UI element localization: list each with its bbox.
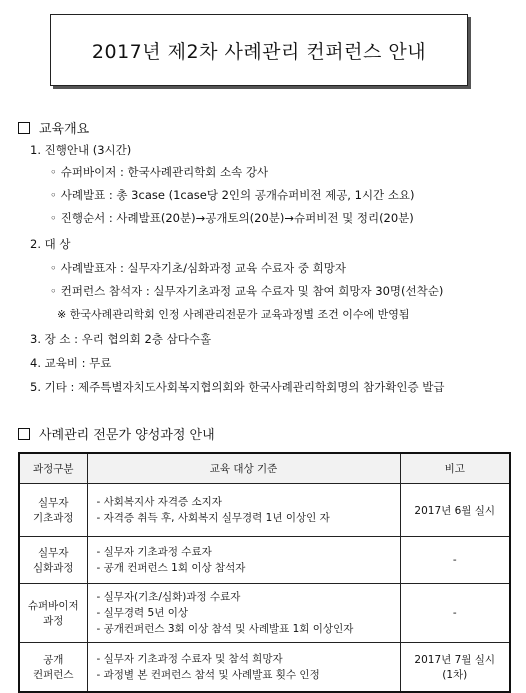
overview-subitem bbox=[50, 260, 346, 276]
page-title: 2017년 제2차 사례관리 컨퍼런스 안내 bbox=[91, 40, 427, 63]
overview-subitem bbox=[50, 187, 415, 203]
overview-item: 2. 대 상 bbox=[30, 237, 71, 251]
overview-item: 5. 기타 : 제주특별자치도사회복지협의회와 한국사례관리학회명의 참가확인증 발급 bbox=[30, 380, 445, 394]
criteria-cell bbox=[87, 537, 400, 584]
section1-heading-label: 교육개요 bbox=[39, 122, 90, 137]
criteria-line: - 실무자 기초과정 수료자 및 참석 희망자 bbox=[96, 653, 283, 665]
table-header-cell: 과정구분 bbox=[19, 453, 87, 484]
square-bullet-icon bbox=[18, 428, 30, 440]
course-name: 과정 bbox=[43, 615, 64, 627]
overview-subitem-text: 사례발표자 : 실무자기초/심화과정 교육 수료자 중 희망자 bbox=[60, 261, 346, 275]
section2-heading bbox=[18, 424, 215, 443]
criteria-line: - 공개컨퍼런스 3회 이상 참석 및 사례발표 1회 이상인자 bbox=[96, 623, 354, 635]
section1-heading bbox=[18, 118, 89, 137]
course-name-cell bbox=[19, 643, 87, 693]
course-name: 공개 bbox=[43, 654, 64, 666]
table-header-cell: 비고 bbox=[400, 453, 510, 484]
overview-subitem-text: 컨퍼런스 참석자 : 실무자기초과정 교육 수료자 및 참여 희망자 30명(선착순) bbox=[60, 284, 444, 298]
criteria-line: - 사회복지사 자격증 소지자 bbox=[96, 496, 222, 508]
course-name: 심화과정 bbox=[32, 562, 74, 574]
note-line: 2017년 7월 실시 bbox=[414, 654, 496, 666]
circle-bullet-icon: ◦ bbox=[50, 165, 57, 179]
table-row bbox=[19, 584, 510, 643]
course-name: 슈퍼바이저 bbox=[27, 600, 79, 612]
criteria-line: - 실무자 기초과정 수료자 bbox=[96, 546, 212, 558]
criteria-line: - 공개 컨퍼런스 1회 이상 참석자 bbox=[96, 562, 246, 574]
overview-subitem-text: 슈퍼바이저 : 한국사례관리학회 소속 강사 bbox=[60, 165, 269, 179]
note-line: - bbox=[452, 554, 457, 566]
note-line: (1차) bbox=[442, 669, 468, 681]
overview-subitem-text: 사례발표 : 총 3case (1case당 2인의 공개슈퍼비전 제공, 1시간 소요) bbox=[60, 188, 415, 202]
criteria-cell bbox=[87, 643, 400, 693]
note-cell bbox=[400, 643, 510, 693]
table-header-row bbox=[19, 453, 510, 484]
note-cell bbox=[400, 484, 510, 537]
overview-subitem bbox=[50, 210, 414, 226]
overview-note: ※ 한국사례관리학회 인정 사례관리전문가 교육과정별 조건 이수에 반영됨 bbox=[57, 308, 410, 321]
overview-subitem bbox=[50, 164, 268, 180]
note-cell bbox=[400, 537, 510, 584]
title-box bbox=[50, 14, 468, 86]
criteria-line: - 실무자(기초/심화)과정 수료자 bbox=[96, 591, 241, 603]
course-name: 실무자 bbox=[38, 497, 69, 509]
course-name-cell bbox=[19, 537, 87, 584]
note-line: - bbox=[452, 607, 457, 619]
table-row bbox=[19, 643, 510, 693]
circle-bullet-icon: ◦ bbox=[50, 211, 57, 225]
criteria-line: - 과정별 본 컨퍼런스 참석 및 사례발표 횟수 인정 bbox=[96, 669, 320, 681]
circle-bullet-icon: ◦ bbox=[50, 188, 57, 202]
square-bullet-icon bbox=[18, 122, 30, 134]
course-name: 컨퍼런스 bbox=[32, 669, 74, 681]
section2-heading-label: 사례관리 전문가 양성과정 안내 bbox=[39, 428, 215, 443]
overview-item: 1. 진행안내 (3시간) bbox=[30, 143, 132, 157]
course-name: 실무자 bbox=[38, 547, 69, 559]
note-line: 2017년 6월 실시 bbox=[414, 504, 496, 517]
overview-subitem bbox=[50, 283, 443, 299]
overview-item: 3. 장 소 : 우리 협의회 2층 삼다수홀 bbox=[30, 332, 212, 346]
course-name-cell bbox=[19, 584, 87, 643]
note-cell bbox=[400, 584, 510, 643]
criteria-line: - 실무경력 5년 이상 bbox=[96, 607, 188, 619]
table-header-cell: 교육 대상 기준 bbox=[87, 453, 400, 484]
overview-item: 4. 교육비 : 무료 bbox=[30, 356, 112, 370]
course-name-cell bbox=[19, 484, 87, 537]
course-name: 기초과정 bbox=[32, 512, 74, 524]
overview-subitem-text: 진행순서 : 사례발표(20분)→공개토의(20분)→슈퍼비전 및 정리(20분) bbox=[60, 211, 414, 225]
criteria-line: - 자격증 취득 후, 사회복지 실무경력 1년 이상인 자 bbox=[96, 512, 330, 524]
criteria-cell bbox=[87, 584, 400, 643]
circle-bullet-icon: ◦ bbox=[50, 284, 57, 298]
course-table bbox=[18, 452, 511, 693]
table-row bbox=[19, 484, 510, 537]
criteria-cell bbox=[87, 484, 400, 537]
circle-bullet-icon: ◦ bbox=[50, 261, 57, 275]
table-row bbox=[19, 537, 510, 584]
